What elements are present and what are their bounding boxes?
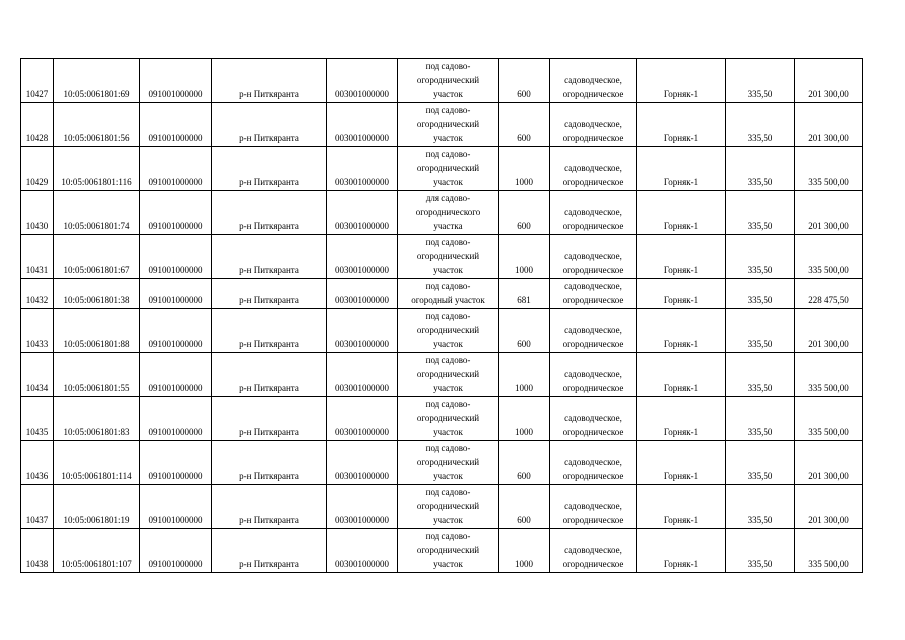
- cell-cadastral-number: 10:05:0061801:56: [54, 103, 140, 147]
- cell-permitted-use: [398, 353, 499, 397]
- cell-use-category-line: огородническое: [562, 427, 624, 437]
- cell-cadastral-number: 10:05:0061801:38: [54, 279, 140, 309]
- cell-use-category-line: садоводческое,: [564, 369, 622, 379]
- cell-area: 1000: [499, 529, 550, 573]
- cell-use-category-line: садоводческое,: [564, 75, 622, 85]
- cell-area: 600: [499, 191, 550, 235]
- cell-use-category-line: огородническое: [562, 383, 624, 393]
- cell-cadastral-number: 10:05:0061801:74: [54, 191, 140, 235]
- cell-oktmo-code: 091001000000: [140, 529, 212, 573]
- cell-cadastral-value: 335 500,00: [795, 353, 863, 397]
- cell-record-number: 10435: [21, 397, 54, 441]
- cell-location: Горняк-1: [637, 191, 726, 235]
- cell-use-category: [550, 397, 637, 441]
- cell-cadastral-number: 10:05:0061801:19: [54, 485, 140, 529]
- cell-use-category-line: садоводческое,: [564, 281, 622, 291]
- cell-district: р-н Питкяранта: [212, 191, 327, 235]
- cell-record-number: 10436: [21, 441, 54, 485]
- cell-permitted-use-line: огороднический: [416, 119, 480, 129]
- cell-record-number: 10438: [21, 529, 54, 573]
- cell-permitted-use-line: огородный участок: [411, 295, 485, 305]
- cell-record-number: 10429: [21, 147, 54, 191]
- cell-area: 1000: [499, 397, 550, 441]
- cell-cadastral-number: 10:05:0061801:116: [54, 147, 140, 191]
- cell-district: р-н Питкяранта: [212, 529, 327, 573]
- cell-use-category-line: садоводческое,: [564, 457, 622, 467]
- cell-area: 1000: [499, 353, 550, 397]
- cell-code: 003001000000: [327, 397, 398, 441]
- cell-cadastral-number: 10:05:0061801:67: [54, 235, 140, 279]
- cell-use-category: [550, 309, 637, 353]
- cell-location: Горняк-1: [637, 529, 726, 573]
- cell-permitted-use-line: участок: [433, 515, 463, 525]
- cell-permitted-use: [398, 485, 499, 529]
- cell-use-category-line: огородническое: [562, 339, 624, 349]
- table-row: [21, 397, 863, 441]
- registry-body: [21, 59, 863, 573]
- cell-cadastral-value: 201 300,00: [795, 441, 863, 485]
- cell-location: Горняк-1: [637, 485, 726, 529]
- cell-permitted-use-line: под садово-: [425, 61, 471, 71]
- cell-area: 600: [499, 441, 550, 485]
- cell-use-category-line: садоводческое,: [564, 163, 622, 173]
- cell-location: Горняк-1: [637, 309, 726, 353]
- cell-permitted-use: [398, 441, 499, 485]
- cell-use-category-line: огородническое: [562, 221, 624, 231]
- cell-record-number: 10434: [21, 353, 54, 397]
- cell-permitted-use-line: участок: [433, 133, 463, 143]
- cell-district: р-н Питкяранта: [212, 147, 327, 191]
- cell-permitted-use-line: под садово-: [425, 149, 471, 159]
- cell-unit-price: 335,50: [726, 397, 795, 441]
- cell-use-category-line: огородническое: [562, 265, 624, 275]
- cell-use-category-line: огородническое: [562, 89, 624, 99]
- cell-unit-price: 335,50: [726, 485, 795, 529]
- cell-permitted-use-line: участка: [433, 221, 463, 231]
- cell-permitted-use-line: участок: [433, 177, 463, 187]
- cell-cadastral-value: 335 500,00: [795, 529, 863, 573]
- cell-permitted-use: [398, 397, 499, 441]
- cell-oktmo-code: 091001000000: [140, 103, 212, 147]
- cell-unit-price: 335,50: [726, 279, 795, 309]
- cell-cadastral-number: 10:05:0061801:88: [54, 309, 140, 353]
- cell-permitted-use-line: под садово-: [425, 237, 471, 247]
- cell-use-category-line: садоводческое,: [564, 413, 622, 423]
- cell-oktmo-code: 091001000000: [140, 353, 212, 397]
- cell-cadastral-number: 10:05:0061801:114: [54, 441, 140, 485]
- cell-permitted-use: [398, 147, 499, 191]
- cell-permitted-use-line: под садово-: [425, 355, 471, 365]
- cell-location: Горняк-1: [637, 59, 726, 103]
- cell-district: р-н Питкяранта: [212, 309, 327, 353]
- cell-location: Горняк-1: [637, 235, 726, 279]
- cell-location: Горняк-1: [637, 279, 726, 309]
- table-row: [21, 279, 863, 309]
- cell-permitted-use: [398, 59, 499, 103]
- cell-unit-price: 335,50: [726, 353, 795, 397]
- cell-area: 600: [499, 309, 550, 353]
- cell-permitted-use-line: под садово-: [425, 487, 471, 497]
- cell-use-category-line: садоводческое,: [564, 207, 622, 217]
- land-registry-table: [20, 58, 863, 573]
- cell-permitted-use-line: участок: [433, 427, 463, 437]
- cell-use-category: [550, 147, 637, 191]
- cell-use-category-line: садоводческое,: [564, 251, 622, 261]
- cell-district: р-н Питкяранта: [212, 59, 327, 103]
- cell-use-category-line: огородническое: [562, 133, 624, 143]
- cell-use-category-line: садоводческое,: [564, 501, 622, 511]
- cell-use-category-line: огородническое: [562, 295, 624, 305]
- cell-permitted-use: [398, 235, 499, 279]
- cell-use-category-line: огородническое: [562, 515, 624, 525]
- cell-code: 003001000000: [327, 353, 398, 397]
- cell-unit-price: 335,50: [726, 59, 795, 103]
- cell-permitted-use-line: участок: [433, 265, 463, 275]
- cell-area: 600: [499, 103, 550, 147]
- cell-area: 1000: [499, 147, 550, 191]
- cell-use-category-line: садоводческое,: [564, 119, 622, 129]
- cell-code: 003001000000: [327, 147, 398, 191]
- cell-use-category: [550, 485, 637, 529]
- cell-oktmo-code: 091001000000: [140, 485, 212, 529]
- cell-cadastral-number: 10:05:0061801:55: [54, 353, 140, 397]
- cell-district: р-н Питкяранта: [212, 441, 327, 485]
- cell-code: 003001000000: [327, 59, 398, 103]
- cell-cadastral-value: 335 500,00: [795, 235, 863, 279]
- cell-cadastral-value: 335 500,00: [795, 397, 863, 441]
- table-row: [21, 441, 863, 485]
- cell-cadastral-number: 10:05:0061801:107: [54, 529, 140, 573]
- cell-code: 003001000000: [327, 103, 398, 147]
- cell-location: Горняк-1: [637, 397, 726, 441]
- table-row: [21, 529, 863, 573]
- cell-cadastral-value: 335 500,00: [795, 147, 863, 191]
- cell-permitted-use: [398, 309, 499, 353]
- cell-area: 681: [499, 279, 550, 309]
- cell-permitted-use-line: огороднический: [416, 75, 480, 85]
- cell-unit-price: 335,50: [726, 235, 795, 279]
- cell-code: 003001000000: [327, 235, 398, 279]
- cell-record-number: 10428: [21, 103, 54, 147]
- cell-permitted-use-line: огороднический: [416, 413, 480, 423]
- cell-unit-price: 335,50: [726, 309, 795, 353]
- cell-district: р-н Питкяранта: [212, 235, 327, 279]
- table-row: [21, 353, 863, 397]
- cell-area: 1000: [499, 235, 550, 279]
- cell-location: Горняк-1: [637, 353, 726, 397]
- cell-unit-price: 335,50: [726, 191, 795, 235]
- cell-permitted-use-line: огороднического: [415, 207, 481, 217]
- cell-use-category: [550, 353, 637, 397]
- cell-use-category: [550, 279, 637, 309]
- cell-oktmo-code: 091001000000: [140, 235, 212, 279]
- cell-permitted-use-line: участок: [433, 339, 463, 349]
- cell-record-number: 10427: [21, 59, 54, 103]
- cell-permitted-use-line: огороднический: [416, 251, 480, 261]
- cell-use-category: [550, 441, 637, 485]
- cell-record-number: 10437: [21, 485, 54, 529]
- cell-code: 003001000000: [327, 529, 398, 573]
- cell-record-number: 10433: [21, 309, 54, 353]
- cell-permitted-use-line: огороднический: [416, 163, 480, 173]
- cell-cadastral-value: 228 475,50: [795, 279, 863, 309]
- cell-permitted-use: [398, 529, 499, 573]
- cell-use-category: [550, 191, 637, 235]
- cell-oktmo-code: 091001000000: [140, 397, 212, 441]
- cell-unit-price: 335,50: [726, 441, 795, 485]
- cell-oktmo-code: 091001000000: [140, 441, 212, 485]
- cell-cadastral-value: 201 300,00: [795, 485, 863, 529]
- cell-district: р-н Питкяранта: [212, 279, 327, 309]
- cell-use-category-line: садоводческое,: [564, 325, 622, 335]
- cell-area: 600: [499, 485, 550, 529]
- cell-district: р-н Питкяранта: [212, 485, 327, 529]
- cell-cadastral-value: 201 300,00: [795, 191, 863, 235]
- cell-district: р-н Питкяранта: [212, 103, 327, 147]
- table-row: [21, 103, 863, 147]
- cell-permitted-use-line: огороднический: [416, 501, 480, 511]
- cell-location: Горняк-1: [637, 441, 726, 485]
- cell-oktmo-code: 091001000000: [140, 191, 212, 235]
- cell-district: р-н Питкяранта: [212, 353, 327, 397]
- cell-use-category-line: огородническое: [562, 177, 624, 187]
- cell-code: 003001000000: [327, 441, 398, 485]
- cell-permitted-use-line: огороднический: [416, 457, 480, 467]
- cell-oktmo-code: 091001000000: [140, 279, 212, 309]
- cell-code: 003001000000: [327, 279, 398, 309]
- cell-use-category-line: садоводческое,: [564, 545, 622, 555]
- table-row: [21, 485, 863, 529]
- cell-permitted-use-line: под садово-: [425, 281, 471, 291]
- table-row: [21, 147, 863, 191]
- cell-district: р-н Питкяранта: [212, 397, 327, 441]
- cell-code: 003001000000: [327, 191, 398, 235]
- cell-area: 600: [499, 59, 550, 103]
- cell-cadastral-value: 201 300,00: [795, 103, 863, 147]
- cell-cadastral-number: 10:05:0061801:69: [54, 59, 140, 103]
- cell-use-category-line: огородническое: [562, 559, 624, 569]
- cell-permitted-use-line: участок: [433, 383, 463, 393]
- cell-permitted-use: [398, 191, 499, 235]
- cell-permitted-use-line: участок: [433, 471, 463, 481]
- cell-permitted-use: [398, 103, 499, 147]
- cell-use-category: [550, 529, 637, 573]
- cell-permitted-use-line: огороднический: [416, 545, 480, 555]
- cell-location: Горняк-1: [637, 147, 726, 191]
- cell-permitted-use-line: под садово-: [425, 311, 471, 321]
- cell-permitted-use-line: для садово-: [425, 193, 471, 203]
- table-row: [21, 59, 863, 103]
- cell-permitted-use: [398, 279, 499, 309]
- table-row: [21, 235, 863, 279]
- cell-oktmo-code: 091001000000: [140, 147, 212, 191]
- cell-use-category-line: огородническое: [562, 471, 624, 481]
- cell-code: 003001000000: [327, 309, 398, 353]
- cell-cadastral-number: 10:05:0061801:83: [54, 397, 140, 441]
- cell-oktmo-code: 091001000000: [140, 59, 212, 103]
- table-row: [21, 191, 863, 235]
- cell-use-category: [550, 59, 637, 103]
- cell-cadastral-value: 201 300,00: [795, 59, 863, 103]
- cell-permitted-use-line: участок: [433, 89, 463, 99]
- cell-record-number: 10431: [21, 235, 54, 279]
- cell-permitted-use-line: под садово-: [425, 399, 471, 409]
- cell-oktmo-code: 091001000000: [140, 309, 212, 353]
- cell-use-category: [550, 103, 637, 147]
- cell-unit-price: 335,50: [726, 147, 795, 191]
- cell-record-number: 10432: [21, 279, 54, 309]
- cell-unit-price: 335,50: [726, 103, 795, 147]
- cell-permitted-use-line: под садово-: [425, 105, 471, 115]
- cell-permitted-use-line: огороднический: [416, 325, 480, 335]
- cell-use-category: [550, 235, 637, 279]
- cell-code: 003001000000: [327, 485, 398, 529]
- cell-permitted-use-line: под садово-: [425, 531, 471, 541]
- cell-unit-price: 335,50: [726, 529, 795, 573]
- cell-permitted-use-line: под садово-: [425, 443, 471, 453]
- cell-cadastral-value: 201 300,00: [795, 309, 863, 353]
- cell-permitted-use-line: огороднический: [416, 369, 480, 379]
- table-row: [21, 309, 863, 353]
- cell-record-number: 10430: [21, 191, 54, 235]
- cell-location: Горняк-1: [637, 103, 726, 147]
- cell-permitted-use-line: участок: [433, 559, 463, 569]
